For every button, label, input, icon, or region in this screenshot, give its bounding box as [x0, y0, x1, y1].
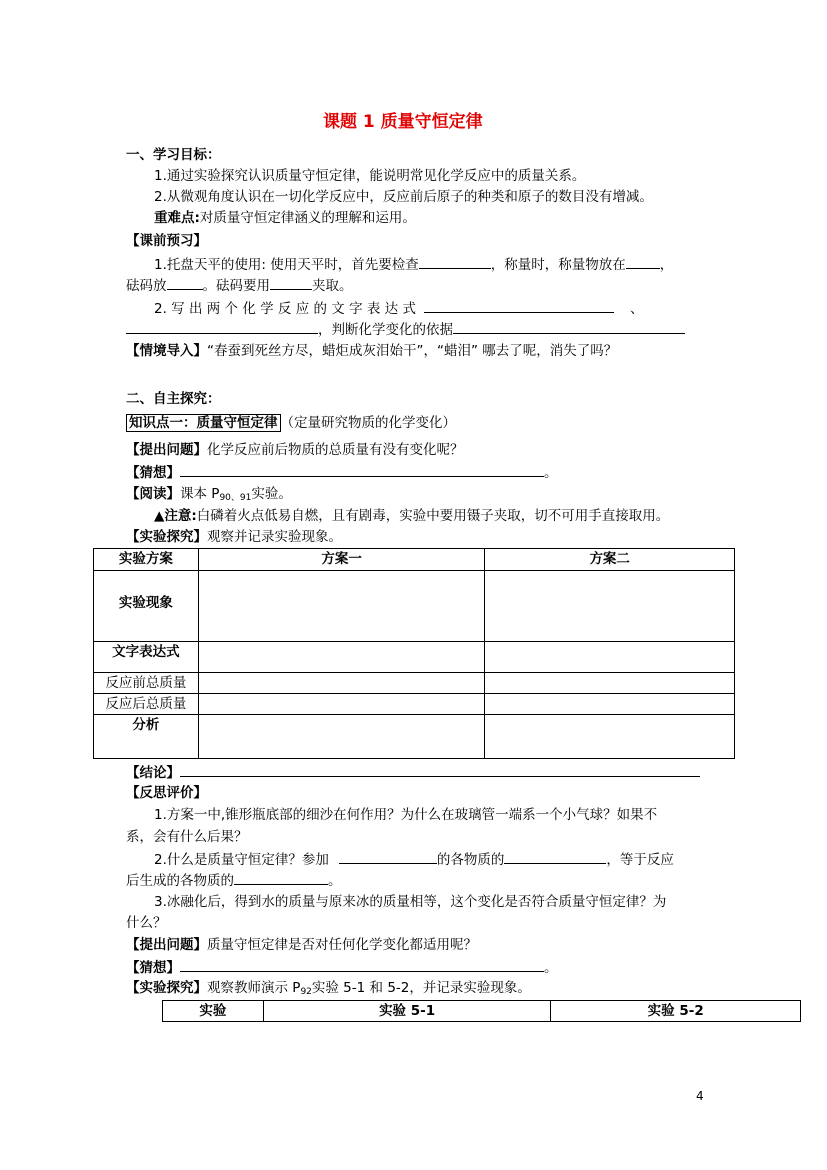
knowledge-point-label: 知识点一：质量守恒定律 — [126, 414, 281, 432]
reading-pages: 90、91 — [219, 493, 252, 503]
caution-text: 白磷着火点低易自燃，且有剧毒，实验中要用镊子夹取，切不可用手直接取用。 — [196, 508, 670, 524]
page-title: 课题 1 质量守恒定律 — [323, 112, 483, 132]
preview-q1-text-b: ，称量时，称量物放在 — [490, 257, 626, 273]
blank-guess-2[interactable] — [180, 957, 544, 972]
guess-2 — [126, 957, 558, 978]
guess-1 — [126, 462, 558, 483]
experiment-2-page: 92 — [300, 987, 312, 997]
reflect-q2 — [154, 849, 674, 870]
reflect-q2-text-c: ，等于反应 — [606, 852, 674, 868]
reflect-q2-text-a: 2.什么是质量守恒定律？参加 — [154, 852, 329, 868]
question-2-text: 质量守恒定律是否对任何化学变化都适用呢？ — [207, 937, 477, 953]
question-1 — [126, 440, 464, 460]
intro-text: “春蚕到死丝方尽，蜡炬成灰泪始干”，“蜡泪” 哪去了呢，消失了吗？ — [207, 343, 618, 359]
key-points — [154, 208, 416, 228]
table-header-plan-1: 方案一 — [198, 549, 485, 571]
reflect-q2-text-e: 。 — [328, 873, 342, 889]
blank-expression-1[interactable] — [424, 298, 614, 313]
intro — [126, 341, 617, 361]
knowledge-point-note: （定量研究物质的化学变化） — [280, 415, 456, 431]
blank-mass-sum[interactable] — [504, 849, 606, 864]
preview-q1-cont — [126, 275, 353, 296]
question-2-label: 【提出问题】 — [126, 937, 207, 953]
goal-2: 2.从微观角度认识在一切化学反应中，反应前后原子的种类和原子的数目没有增减。 — [154, 189, 653, 205]
blank-basis[interactable] — [453, 319, 685, 334]
caution — [154, 506, 669, 526]
cell-mass-after-2[interactable] — [485, 694, 735, 715]
experiment-2-text-a: 观察教师演示 P — [207, 980, 301, 996]
cell-analysis-1[interactable] — [198, 715, 485, 759]
reflect-q2-text-b: 的各物质的 — [436, 852, 505, 868]
conclusion — [126, 762, 700, 783]
reading — [126, 484, 292, 508]
blank-expression-2[interactable] — [126, 319, 318, 334]
guess-end: 。 — [544, 465, 558, 481]
guess-2-label: 【猜想】 — [126, 960, 180, 976]
reading-text-a: 课本 P — [180, 486, 220, 502]
preview-label: 【课前预习】 — [126, 233, 207, 249]
key-text: 对质量守恒定律涵义的理解和运用。 — [199, 210, 416, 226]
goal-1: 1.通过实验探究认识质量守恒定律，能说明常见化学反应中的质量关系。 — [154, 168, 586, 184]
question-2 — [126, 935, 477, 955]
question-text: 化学反应前后物质的总质量有没有变化呢？ — [207, 442, 464, 458]
reflect-label: 【反思评价】 — [126, 785, 207, 801]
guess-2-end: 。 — [544, 960, 558, 976]
experiment-table-2 — [162, 1000, 801, 1022]
blank-products-mass[interactable] — [234, 870, 328, 885]
preview-q2-text-a: 2. 写 出 两 个 化 学 反 应 的 文 字 表 达 式 — [154, 301, 416, 317]
row-label-mass-after: 反应后总质量 — [94, 694, 199, 715]
blank-tool[interactable] — [270, 275, 312, 290]
intro-label: 【情境导入】 — [126, 343, 207, 359]
cell-mass-before-2[interactable] — [485, 673, 735, 694]
reflect-q2-text-d: 后生成的各物质的 — [126, 873, 234, 889]
experiment-2 — [126, 978, 531, 1002]
table2-header-experiment: 实验 — [163, 1001, 264, 1022]
experiment-2-label: 【实验探究】 — [126, 980, 207, 996]
key-label: 重难点: — [154, 210, 200, 226]
preview-q1 — [154, 254, 673, 275]
cell-analysis-2[interactable] — [485, 715, 735, 759]
preview-q2-cont — [126, 319, 685, 340]
guess-label: 【猜想】 — [126, 465, 180, 481]
preview-q1-text-d: 砝码放 — [126, 278, 167, 294]
preview-q1-text-f: 夹取。 — [312, 278, 353, 294]
caution-label: ▲注意: — [154, 508, 197, 524]
preview-q1-text-c: ， — [659, 257, 674, 273]
cell-phenomenon-2[interactable] — [485, 571, 735, 642]
question-label: 【提出问题】 — [126, 442, 207, 458]
reflect-q2-cont — [126, 870, 342, 891]
table2-header-5-2: 实验 5-2 — [551, 1001, 801, 1022]
experiment-2-text-b: 实验 5-1 和 5-2，并记录实验现象。 — [311, 980, 531, 996]
reflect-q1: 1.方案一中,锥形瓶底部的细沙在何作用？为什么在玻璃管一端系一个小气球？如果不 — [154, 807, 658, 823]
section-heading-goals: 一、学习目标： — [126, 147, 221, 163]
reflect-q1-cont: 系，会有什么后果？ — [126, 829, 248, 845]
reflect-q3: 3.冰融化后，得到水的质量与原来冰的质量相等，这个变化是否符合质量守恒定律？为 — [154, 894, 667, 910]
row-label-expression: 文字表达式 — [94, 642, 199, 673]
section-heading-explore: 二、自主探究： — [126, 391, 221, 407]
preview-q2-text-b: 、 — [629, 301, 644, 317]
preview-q2-text-c: ，判断化学变化的依据 — [318, 322, 453, 338]
reading-text-b: 实验。 — [251, 486, 292, 502]
table-header-plan: 实验方案 — [94, 549, 199, 571]
cell-expression-1[interactable] — [198, 642, 485, 673]
cell-phenomenon-1[interactable] — [198, 571, 485, 642]
experiment-text: 观察并记录实验现象。 — [207, 529, 342, 545]
conclusion-label: 【结论】 — [126, 765, 180, 781]
row-label-analysis: 分析 — [94, 715, 199, 759]
table2-header-5-1: 实验 5-1 — [263, 1001, 551, 1022]
preview-q1-text-e: 。砝码要用 — [202, 278, 270, 294]
experiment-table — [93, 548, 735, 759]
knowledge-point — [126, 413, 456, 433]
blank-guess-1[interactable] — [180, 462, 544, 477]
blank-pan[interactable] — [626, 254, 660, 269]
cell-expression-2[interactable] — [485, 642, 735, 673]
blank-check[interactable] — [419, 254, 491, 269]
row-label-mass-before: 反应前总质量 — [94, 673, 199, 694]
experiment-label: 【实验探究】 — [126, 529, 207, 545]
preview-q2 — [154, 298, 643, 319]
cell-mass-before-1[interactable] — [198, 673, 485, 694]
row-label-phenomenon: 实验现象 — [94, 571, 199, 642]
blank-reactants[interactable] — [339, 849, 437, 864]
reflect-q3-cont: 什么？ — [126, 915, 167, 931]
preview-q1-text-a: 1.托盘天平的使用: 使用天平时，首先要检查 — [154, 257, 419, 273]
page-number: 4 — [696, 1089, 704, 1103]
blank-conclusion[interactable] — [180, 762, 700, 777]
reading-label: 【阅读】 — [126, 486, 180, 502]
experiment-1 — [126, 527, 342, 547]
cell-mass-after-1[interactable] — [198, 694, 485, 715]
table-header-plan-2: 方案二 — [485, 549, 735, 571]
blank-weights-pan[interactable] — [167, 275, 203, 290]
